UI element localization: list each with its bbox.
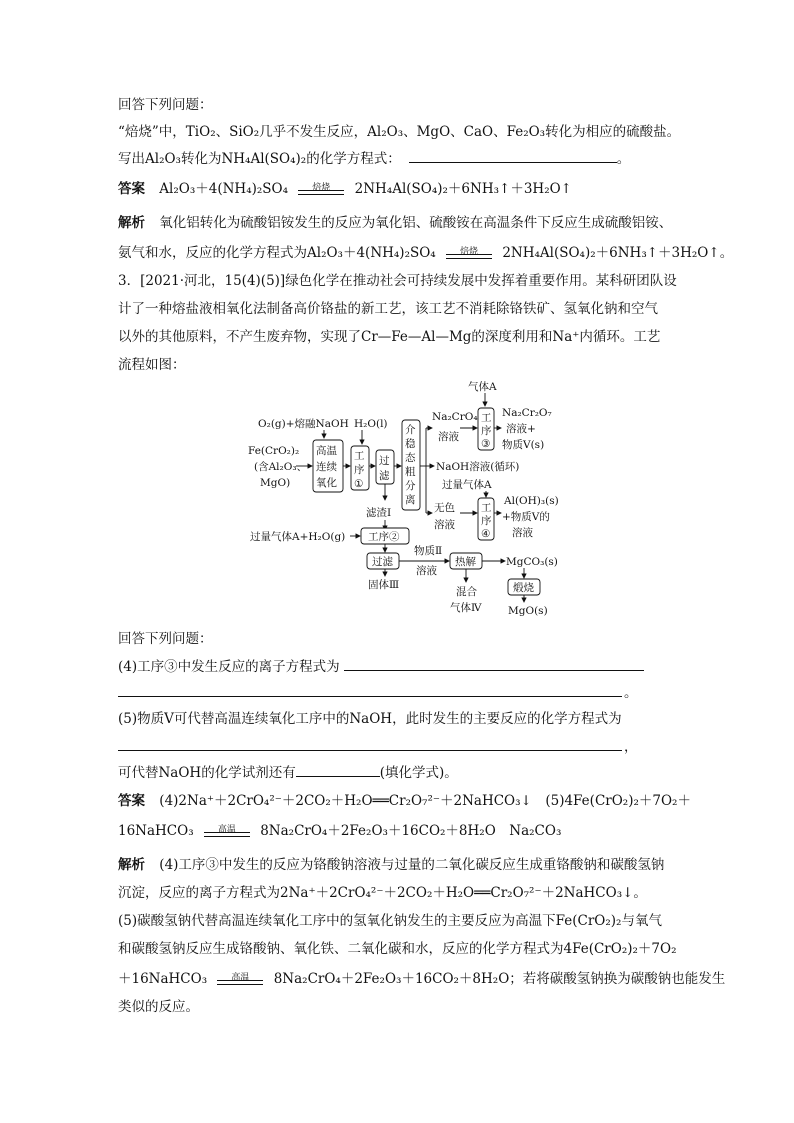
label-solid-iii: 固体Ⅲ: [368, 579, 400, 591]
box-sep-2: 稳: [405, 438, 416, 450]
label-o2-naoh: O₂(g)+熔融NaOH: [258, 418, 349, 430]
box-oxid-1: 高温: [316, 445, 337, 457]
box-proc3-3: ③: [481, 438, 491, 450]
label-residue-1: 滤渣Ⅰ: [366, 507, 392, 519]
label-mgo: MgO(s): [508, 605, 548, 617]
q3-analysis-text-6: 8Na₂CrO₄＋2Fe₂O₃＋16CO₂＋8H₂O；若将碳酸氢钠换为碳酸钠也能发生: [273, 971, 726, 987]
box-proc2: 工序②: [368, 531, 400, 543]
q2-answer: [118, 178, 572, 200]
label-excess-gas-a: 过量气体A: [442, 479, 492, 491]
q5b-answer-blank[interactable]: [296, 762, 380, 777]
q3-answer-text-2: 16NaHCO₃: [118, 823, 194, 839]
q3-header-2: 计了一种熔盐液相氧化法制备高价铬盐的新工艺，该工艺不消耗除铬铁矿、氢氧化钠和空气: [118, 301, 658, 317]
q2-answer-label: 答案: [118, 181, 145, 197]
q2-analysis-arrow: [446, 245, 492, 263]
q2-prompt: 回答下列问题：: [118, 97, 213, 113]
box-proc4-3: ④: [481, 528, 491, 540]
label-substance-ii-2: 溶液: [416, 565, 437, 577]
label-naoh-cycle: NaOH溶液(循环): [436, 461, 520, 473]
q3-analysis-5: [118, 968, 725, 990]
q2-answer-cond: 焙烧: [312, 182, 331, 193]
box-filter2: 过滤: [372, 556, 393, 568]
label-soln-2: 溶液: [512, 527, 533, 539]
q4-end: 。: [624, 685, 638, 701]
q2-analysis-1: [118, 212, 672, 234]
q3-analysis-1: [118, 854, 664, 876]
q3-analysis-text-5: ＋16NaHCO₃: [118, 971, 208, 987]
box-sep-3: 态: [405, 452, 416, 464]
box-proc1-1: 工: [354, 450, 365, 462]
q3-answer-label: 答案: [118, 793, 145, 809]
q5b-suffix: (填化学式)。: [379, 765, 458, 781]
box-pyro: 热解: [455, 556, 476, 568]
q3-prompt: 回答下列问题：: [118, 631, 213, 647]
q3-q4: [118, 656, 644, 678]
label-ore-2: (含Al₂O₃、: [254, 461, 308, 473]
label-ore-3: MgO): [260, 477, 291, 489]
q4-text: (4)工序③中发生反应的离子方程式为: [118, 659, 340, 675]
q3-analysis-text-1: (4)工序③中发生的反应为铬酸钠溶液与过量的二氧化碳反应生成重铬酸钠和碳酸氢钠: [159, 857, 665, 873]
label-mixed-2: 气体Ⅳ: [450, 602, 482, 614]
q2-answer-right: 2NH₄Al(SO₄)₂＋6NH₃↑＋3H₂O↑: [354, 181, 572, 197]
q4-answer-blank-2[interactable]: [118, 696, 622, 697]
label-gas-a-top: 气体A: [468, 381, 497, 393]
q5-answer-blank-1[interactable]: [118, 750, 622, 751]
q3-answer-text-3: 8Na₂CrO₄＋2Fe₂O₃＋16CO₂＋8H₂O Na₂CO₃: [260, 823, 562, 839]
box-proc4-2: 序: [481, 515, 492, 527]
label-substance-v: 物质V(s): [502, 439, 545, 451]
box-proc3-1: 工: [481, 412, 492, 424]
q3-q5: (5)物质V可代替高温连续氧化工序中的NaOH，此时发生的主要反应的化学方程式为: [118, 711, 622, 727]
label-substance-ii-1: 物质Ⅱ: [414, 545, 443, 557]
label-soln-1: 溶液: [438, 431, 459, 443]
q2-analysis-cond: 焙烧: [460, 246, 479, 257]
q2-answer-left: Al₂O₃＋4(NH₄)₂SO₄: [159, 181, 289, 197]
q2-answer-blank[interactable]: [409, 148, 617, 163]
label-colorless-1: 无色: [434, 502, 455, 514]
q2-ask-prefix: 写出Al₂O₃转化为NH₄Al(SO₄)₂的化学方程式：: [118, 151, 401, 167]
q3-header-4: 流程如图：: [118, 357, 186, 373]
q3-analysis-cond: 高温: [231, 972, 250, 983]
q2-analysis-2: [118, 242, 733, 264]
box-proc3-2: 序: [481, 425, 492, 437]
box-proc1-2: 序: [354, 464, 365, 476]
q2-analysis-text-1: 氧化铝转化为硫酸铝铵发生的反应为氧化铝、硫酸铵在高温条件下反应生成硫酸铝铵、: [159, 215, 673, 231]
box-filter1-2: 滤: [379, 470, 390, 482]
label-ore-1: Fe(CrO₂)₂: [248, 445, 300, 457]
label-mixed-1: 混合: [456, 586, 477, 598]
box-sep-1: 介: [405, 424, 416, 436]
q2-answer-arrow: [298, 181, 344, 199]
q3-answer-2: [118, 820, 561, 842]
box-sep-6: 离: [405, 494, 416, 506]
box-sep-5: 分: [405, 480, 416, 492]
q2-analysis-text-3: 2NH₄Al(SO₄)₂＋6NH₃↑＋3H₂O↑。: [502, 245, 734, 261]
box-oxid-3: 氧化: [316, 477, 337, 489]
q3-analysis-label: 解析: [118, 857, 145, 873]
q2-ask-suffix: 。: [616, 151, 631, 167]
label-colorless-2: 溶液: [434, 519, 455, 531]
label-h2o-l: H₂O(l): [354, 418, 388, 430]
q2-ask: [118, 148, 630, 170]
q3-analysis-2: 沉淀，反应的离子方程式为2Na⁺＋2CrO₄²⁻＋2CO₂＋H₂O══Cr₂O₇²⁻＋2NaHCO₃↓。: [118, 885, 647, 901]
q3-q5b: [118, 762, 458, 784]
q3-analysis-3: (5)碳酸氢钠代替高温连续氧化工序中的氢氧化钠发生的主要反应为高温下Fe(CrO₂)₂与氧气: [118, 913, 662, 929]
box-sep-4: 粗: [405, 466, 416, 478]
q5b-prefix: 可代替NaOH的化学试剂还有: [118, 765, 296, 781]
box-oxid-2: 连续: [316, 461, 337, 473]
box-calc: 煅烧: [513, 582, 534, 594]
label-aloh3: Al(OH)₃(s): [504, 495, 559, 507]
q2-analysis-text-2: 氨气和水，反应的化学方程式为Al₂O₃＋4(NH₄)₂SO₄: [118, 245, 436, 261]
q4-answer-blank-1[interactable]: [344, 656, 644, 671]
q3-answer-text-1: (4)2Na⁺＋2CrO₄²⁻＋2CO₂＋H₂O══Cr₂O₇²⁻＋2NaHCO₃↓ (5)4Fe(CrO₂)₂＋7O₂＋: [159, 793, 691, 809]
q3-analysis-4: 和碳酸氢钠反应生成铬酸钠、氧化铁、二氧化碳和水，反应的化学方程式为4Fe(CrO₂)₂＋7O₂: [118, 941, 677, 957]
box-proc4-1: 工: [481, 502, 492, 514]
box-proc1-3: ①: [354, 478, 364, 490]
label-soln-plus: 溶液+: [506, 423, 536, 435]
q3-analysis-6: 类似的反应。: [118, 999, 199, 1015]
q2-analysis-label: 解析: [118, 215, 145, 231]
q3-header-3: 以外的其他原料，不产生废弃物，实现了Cr—Fe—Al—Mg的深度利用和Na⁺内循环。工艺: [118, 329, 661, 345]
process-flow-diagram: [246, 378, 576, 623]
q3-header-1: 3．[2021·河北，15(4)(5)]绿色化学在推动社会可持续发展中发挥着重要作用。某科研团队设: [118, 273, 677, 289]
q3-answer-arrow: [204, 823, 250, 841]
label-na2cro4: Na₂CrO₄: [432, 411, 478, 423]
q3-answer-cond: 高温: [217, 824, 236, 835]
q2-intro: “焙烧”中，TiO₂、SiO₂几乎不发生反应，Al₂O₃、MgO、CaO、Fe₂O₃转化为相应的硫酸盐。: [118, 124, 681, 140]
label-plus-v: +物质V的: [502, 511, 550, 523]
q3-answer-1: [118, 790, 691, 812]
label-na2cr2o7: Na₂Cr₂O₇: [502, 407, 552, 419]
box-filter1-1: 过: [379, 455, 390, 467]
q3-analysis-arrow: [217, 971, 263, 989]
label-mgco3: MgCO₃(s): [506, 556, 558, 568]
label-excess-gas-h2o: 过量气体A+H₂O(g): [250, 531, 346, 543]
q5-end: ，: [624, 739, 638, 755]
